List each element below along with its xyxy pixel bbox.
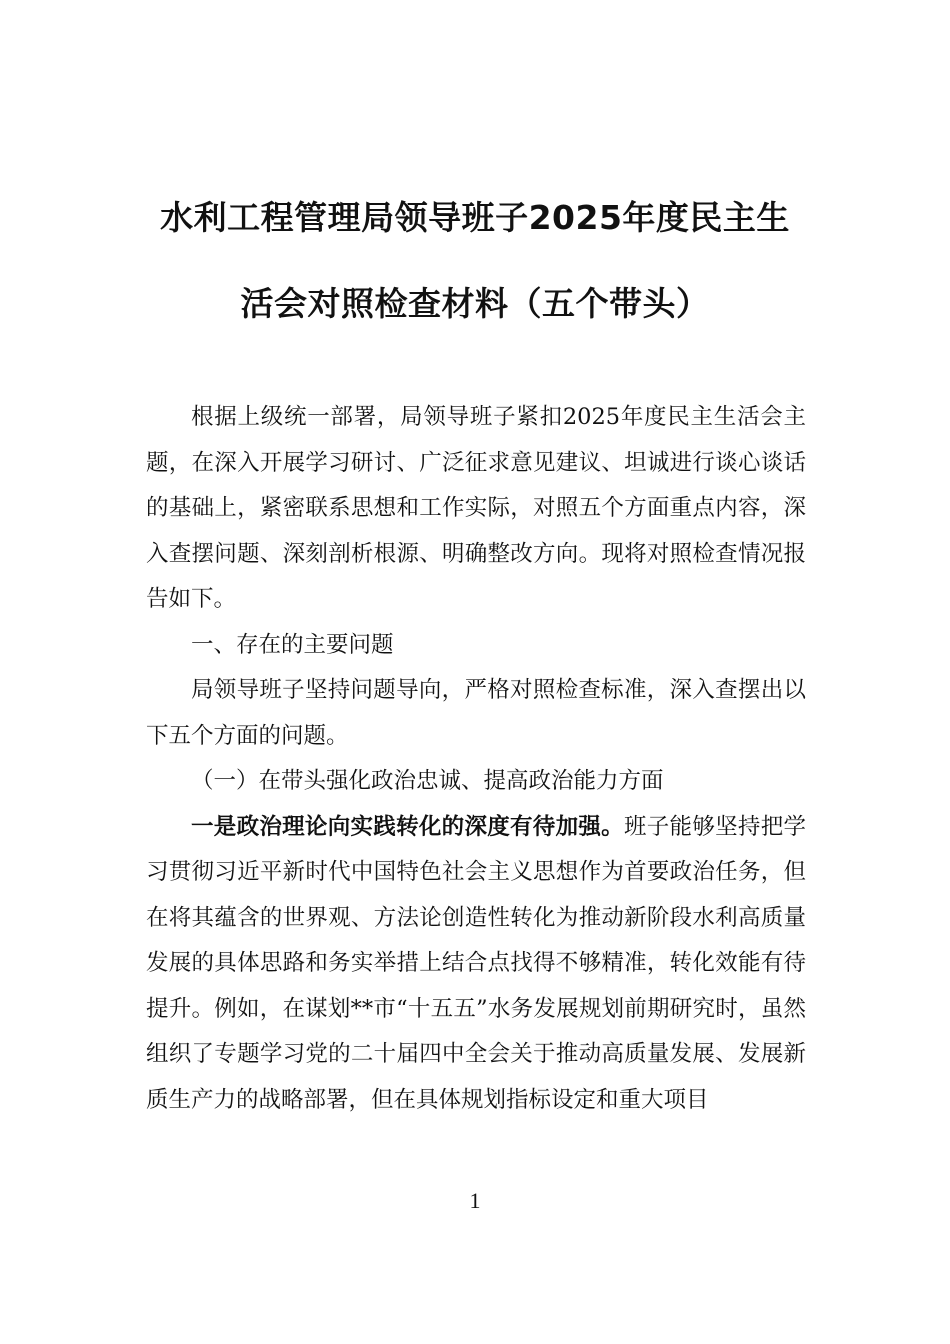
title-line-1: 水利工程管理局领导班子2025年度民主生 <box>160 198 790 237</box>
page-number: 1 <box>469 1188 481 1213</box>
subsection-1-heading: （一）在带头强化政治忠诚、提高政治能力方面 <box>191 768 664 794</box>
title-line-2: 活会对照检查材料（五个带头） <box>240 284 710 323</box>
section-1-heading: 一、存在的主要问题 <box>191 631 394 658</box>
point-1-lead: 一是政治理论向实践转化的深度有待加强。 <box>191 813 624 840</box>
document-body <box>146 395 806 1123</box>
intro-paragraph: 根据上级统一部署，局领导班子紧扣2025年度民主生活会主题，在深入开展学习研讨、广泛征求意见建议、坦诚进行谈心谈话的基础上，紧密联系思想和工作实际，对照五个方面重点内容，深入查摆问题、深刻剖析根源、明确整改方向。现将对照检查情况报告如下。 <box>146 404 806 612</box>
point-1-paragraph <box>146 805 806 1124</box>
point-1-text: 班子能够坚持把学习贯彻习近平新时代中国特色社会主义思想作为首要政治任务，但在将其蕴含的世界观、方法论创造性转化为推动新阶段水利高质量发展的具体思路和务实举措上结合点找得不够精准，转化效能有待提升。例如，在谋划**市“十五五”水务发展规划前期研究时，虽然组织了专题学习党的二十届四中全会关于推动高质量发展、发展新质生产力的战略部署，但在具体规划指标设定和重大项目 <box>146 813 806 1113</box>
section-1-intro: 局领导班子坚持问题导向，严格对照检查标准，深入查摆出以下五个方面的问题。 <box>146 677 806 749</box>
document-title <box>145 175 805 347</box>
